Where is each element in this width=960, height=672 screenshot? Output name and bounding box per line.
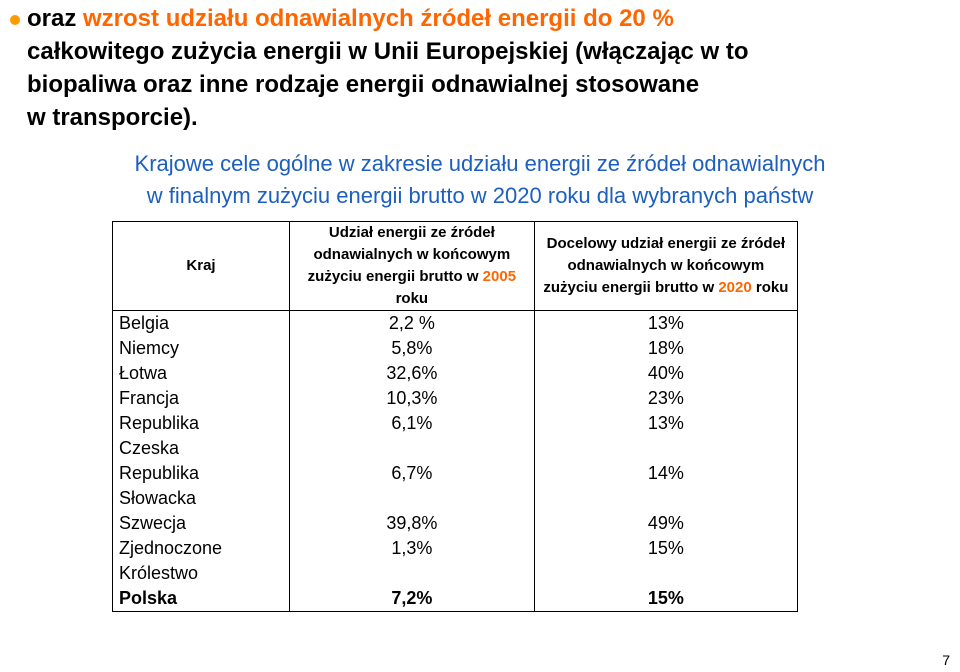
header-target-2020-suffix: roku bbox=[751, 279, 789, 296]
table-title-line-2: w finalnym zużyciu energii brutto w 2020 roku dla wybranych państw bbox=[146, 183, 814, 208]
target-2020-cell: 15% bbox=[534, 586, 797, 612]
bullet-line-2: całkowitego zużycia energii w Unii Europejskiej (włączając w to bbox=[27, 38, 749, 65]
header-target-2020 bbox=[534, 222, 797, 311]
table-row bbox=[113, 411, 798, 461]
target-2020-cell: 14% bbox=[534, 461, 797, 511]
share-2005-cell: 10,3% bbox=[290, 386, 535, 411]
country-cell: Niemcy bbox=[113, 336, 290, 361]
share-2005-cell: 2,2 % bbox=[290, 311, 535, 337]
bullet-text bbox=[27, 2, 910, 134]
table-row-highlight bbox=[113, 586, 798, 612]
target-2020-cell: 40% bbox=[534, 361, 797, 386]
table-row bbox=[113, 511, 798, 536]
header-year-2020: 2020 bbox=[718, 279, 752, 296]
country-line-1: Republika bbox=[119, 413, 200, 433]
country-cell bbox=[113, 536, 290, 586]
share-2005-cell: 5,8% bbox=[290, 336, 535, 361]
country-cell: Polska bbox=[113, 586, 290, 612]
renewable-energy-table bbox=[112, 221, 798, 612]
table-title-line-1: Krajowe cele ogólne w zakresie udziału energii ze źródeł odnawialnych bbox=[134, 151, 826, 176]
share-2005-cell: 1,3% bbox=[290, 536, 535, 586]
target-2020-cell: 23% bbox=[534, 386, 797, 411]
bullet-paragraph bbox=[10, 2, 910, 134]
share-2005-cell: 7,2% bbox=[290, 586, 535, 612]
bullet-lead: oraz bbox=[27, 5, 84, 32]
target-2020-cell: 15% bbox=[534, 536, 797, 586]
country-cell bbox=[113, 461, 290, 511]
country-cell: Francja bbox=[113, 386, 290, 411]
page-number: 7 bbox=[942, 652, 950, 668]
header-share-2005 bbox=[290, 222, 535, 311]
header-share-2005-text: Udział energii ze źródeł odnawialnych w końcowym zużyciu energii brutto w bbox=[307, 224, 511, 285]
country-cell: Szwecja bbox=[113, 511, 290, 536]
country-cell: Łotwa bbox=[113, 361, 290, 386]
share-2005-cell: 32,6% bbox=[290, 361, 535, 386]
country-line-1: Zjednoczone bbox=[119, 538, 223, 558]
table-row bbox=[113, 386, 798, 411]
table-row bbox=[113, 461, 798, 511]
target-2020-cell: 13% bbox=[534, 311, 797, 337]
target-2020-cell: 49% bbox=[534, 511, 797, 536]
header-target-2020-text: Docelowy udział energii ze źródeł odnawialnych w końcowym zużyciu energii brutto w bbox=[543, 235, 786, 296]
header-year-2005: 2005 bbox=[482, 268, 517, 285]
header-country: Kraj bbox=[113, 222, 290, 311]
bullet-dot-icon bbox=[10, 15, 20, 25]
bullet-line-3: biopaliwa oraz inne rodzaje energii odnawialnej stosowane bbox=[27, 71, 700, 98]
table-row bbox=[113, 536, 798, 586]
country-line-2: Czeska bbox=[119, 438, 180, 458]
table-title bbox=[0, 148, 960, 212]
country-cell bbox=[113, 411, 290, 461]
table-header-row bbox=[113, 222, 798, 311]
table-row bbox=[113, 311, 798, 337]
share-2005-cell: 6,7% bbox=[290, 461, 535, 511]
bullet-line-4: w transporcie). bbox=[27, 104, 198, 131]
target-2020-cell: 18% bbox=[534, 336, 797, 361]
header-share-2005-suffix: roku bbox=[395, 290, 429, 307]
share-2005-cell: 6,1% bbox=[290, 411, 535, 461]
table-row bbox=[113, 361, 798, 386]
share-2005-cell: 39,8% bbox=[290, 511, 535, 536]
country-cell: Belgia bbox=[113, 311, 290, 337]
country-line-2: Królestwo bbox=[119, 563, 199, 583]
target-2020-cell: 13% bbox=[534, 411, 797, 461]
country-line-1: Republika bbox=[119, 463, 200, 483]
country-line-2: Słowacka bbox=[119, 488, 197, 508]
table-row bbox=[113, 336, 798, 361]
bullet-highlight: wzrost udziału odnawialnych źródeł energii do 20 % bbox=[83, 5, 674, 32]
